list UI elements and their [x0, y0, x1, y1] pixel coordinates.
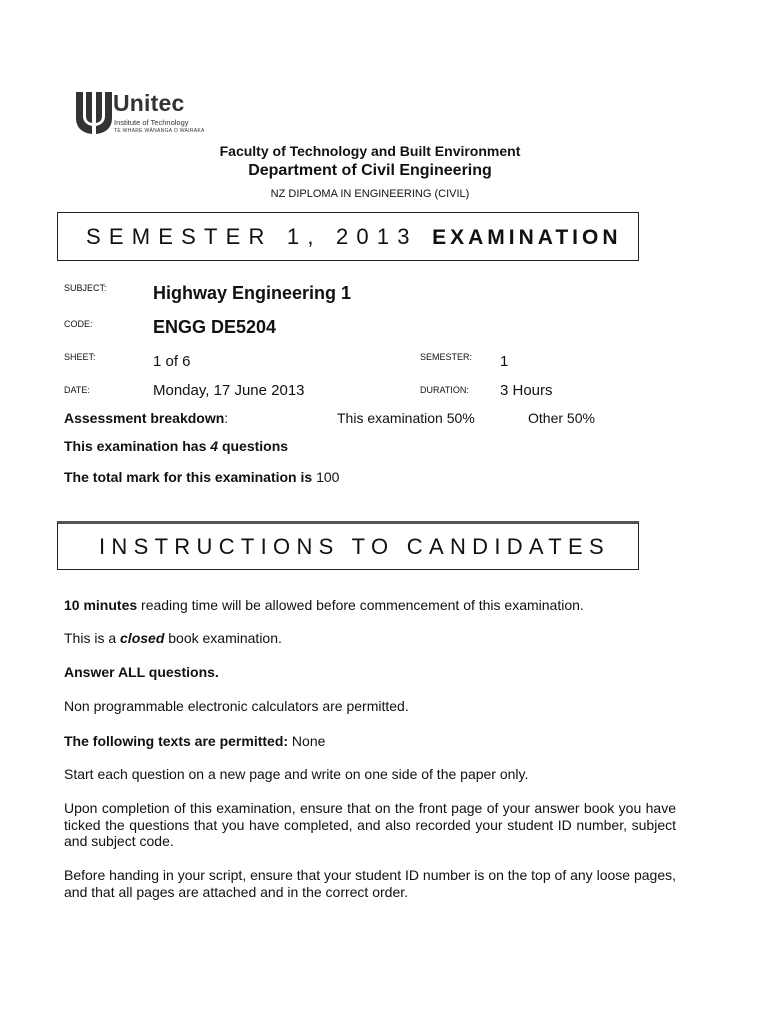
instruction-calculators: Non programmable electronic calculators are permitted.: [64, 698, 409, 714]
instruction-handing-in: Before handing in your script, ensure that your student ID number is on the top of any loose pages, and that all pages are attached and in the correct order.: [64, 867, 676, 900]
total-mark-value: 100: [316, 469, 340, 485]
subject-value: Highway Engineering 1: [153, 283, 352, 303]
instruction-permitted-texts: [64, 733, 676, 750]
closed-book-suffix: book examination.: [168, 630, 282, 646]
semester-value: 1: [500, 353, 509, 370]
code-label: CODE:: [64, 319, 93, 329]
logo-tagline: TE WHARE WĀNANGA O WAIRAKA: [114, 128, 205, 134]
sheet-value: 1 of 6: [153, 353, 191, 370]
instruction-answer-all: Answer ALL questions.: [64, 664, 219, 680]
exam-word: EXAMINATION: [432, 226, 622, 249]
date-label: DATE:: [64, 385, 90, 395]
instruction-start-each: Start each question on a new page and write on one side of the paper only.: [64, 766, 529, 782]
question-count: [64, 438, 288, 454]
instruction-closed-book: [64, 630, 676, 647]
unitec-logo-emblem-icon: [74, 88, 114, 136]
total-mark: [64, 469, 339, 485]
faculty-name: Faculty of Technology and Built Environment: [219, 143, 521, 159]
logo-subtitle: Institute of Technology: [114, 118, 189, 127]
date-value: Monday, 17 June 2013: [153, 382, 305, 399]
assessment-label: Assessment breakdown: [64, 410, 225, 426]
reading-time-bold: 10 minutes: [64, 597, 138, 613]
question-count-number: 4: [210, 438, 219, 454]
sheet-label: SHEET:: [64, 352, 96, 362]
semester-label: SEMESTER:: [420, 352, 473, 362]
question-count-suffix: questions: [221, 438, 289, 454]
instruction-reading-time: [64, 597, 676, 614]
total-mark-label: The total mark for this examination is: [64, 469, 313, 485]
programme-name: NZ DIPLOMA IN ENGINEERING (CIVIL): [270, 188, 470, 200]
assessment-colon: :: [224, 410, 229, 426]
closed-book-word: closed: [120, 630, 165, 646]
instruction-completion: Upon completion of this examination, ensure that on the front page of your answer book you have ticked the questions that you have completed, and also recorded your student ID number, subject and subject code.: [64, 800, 676, 849]
permitted-texts-value: None: [291, 733, 326, 749]
exam-title: [86, 224, 622, 250]
assessment-breakdown: [64, 410, 228, 426]
assessment-other-share: Other 50%: [528, 410, 595, 426]
exam-semester: SEMESTER 1, 2013: [86, 224, 418, 249]
duration-label: DURATION:: [420, 385, 469, 395]
department-name: Department of Civil Engineering: [248, 162, 492, 179]
reading-time-text: reading time will be allowed before commencement of this examination.: [141, 597, 584, 613]
code-value: ENGG DE5204: [153, 317, 277, 337]
permitted-texts-label: The following texts are permitted:: [64, 733, 289, 749]
closed-book-prefix: This is a: [64, 630, 117, 646]
subject-label: SUBJECT:: [64, 283, 107, 293]
logo-name: Unitec: [113, 90, 185, 116]
question-count-prefix: This examination has: [64, 438, 207, 454]
assessment-exam-share: This examination 50%: [337, 410, 475, 426]
duration-value: 3 Hours: [500, 382, 553, 399]
instructions-title: INSTRUCTIONS TO CANDIDATES: [99, 534, 610, 559]
